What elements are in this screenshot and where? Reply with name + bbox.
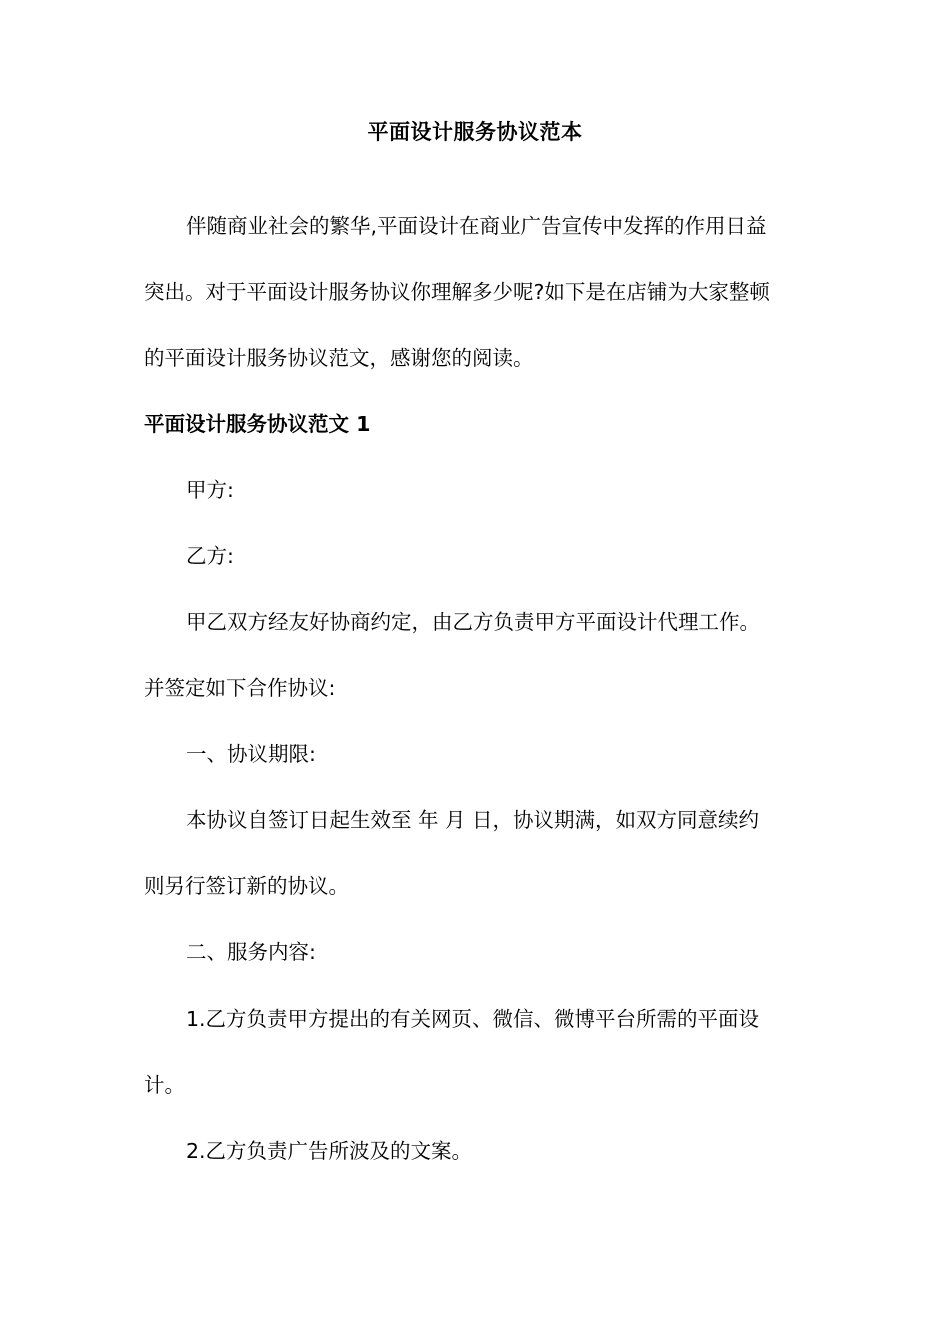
clause-1-heading: 一、协议期限: [186, 742, 316, 766]
clause-2-item-1-line-2: 计。 [144, 1073, 185, 1097]
clause-1-line-1: 本协议自签订日起生效至 年 月 日，协议期满，如双方同意续约 [186, 808, 760, 832]
document-title: 平面设计服务协议范本 [367, 120, 583, 144]
party-b-label: 乙方: [186, 544, 234, 568]
intro-line-1: 伴随商业社会的繁华,平面设计在商业广告宣传中发挥的作用日益 [186, 214, 767, 238]
intro-line-2: 突出。对于平面设计服务协议你理解多少呢?如下是在店铺为大家整顿 [144, 280, 770, 304]
clause-2-item-1-line-1: 1.乙方负责甲方提出的有关网页、微信、微博平台所需的平面设 [186, 1007, 760, 1031]
intro-line-3: 的平面设计服务协议范文，感谢您的阅读。 [144, 346, 534, 370]
section-heading: 平面设计服务协议范文 1 [144, 412, 371, 436]
party-a-label: 甲方: [186, 478, 234, 502]
clause-2-item-2: 2.乙方负责广告所波及的文案。 [186, 1139, 473, 1163]
agreement-line-2: 并签定如下合作协议: [144, 676, 336, 700]
agreement-line-1: 甲乙双方经友好协商约定，由乙方负责甲方平面设计代理工作。 [186, 610, 760, 634]
clause-2-heading: 二、服务内容: [186, 940, 316, 964]
clause-1-line-2: 则另行签订新的协议。 [144, 874, 349, 898]
